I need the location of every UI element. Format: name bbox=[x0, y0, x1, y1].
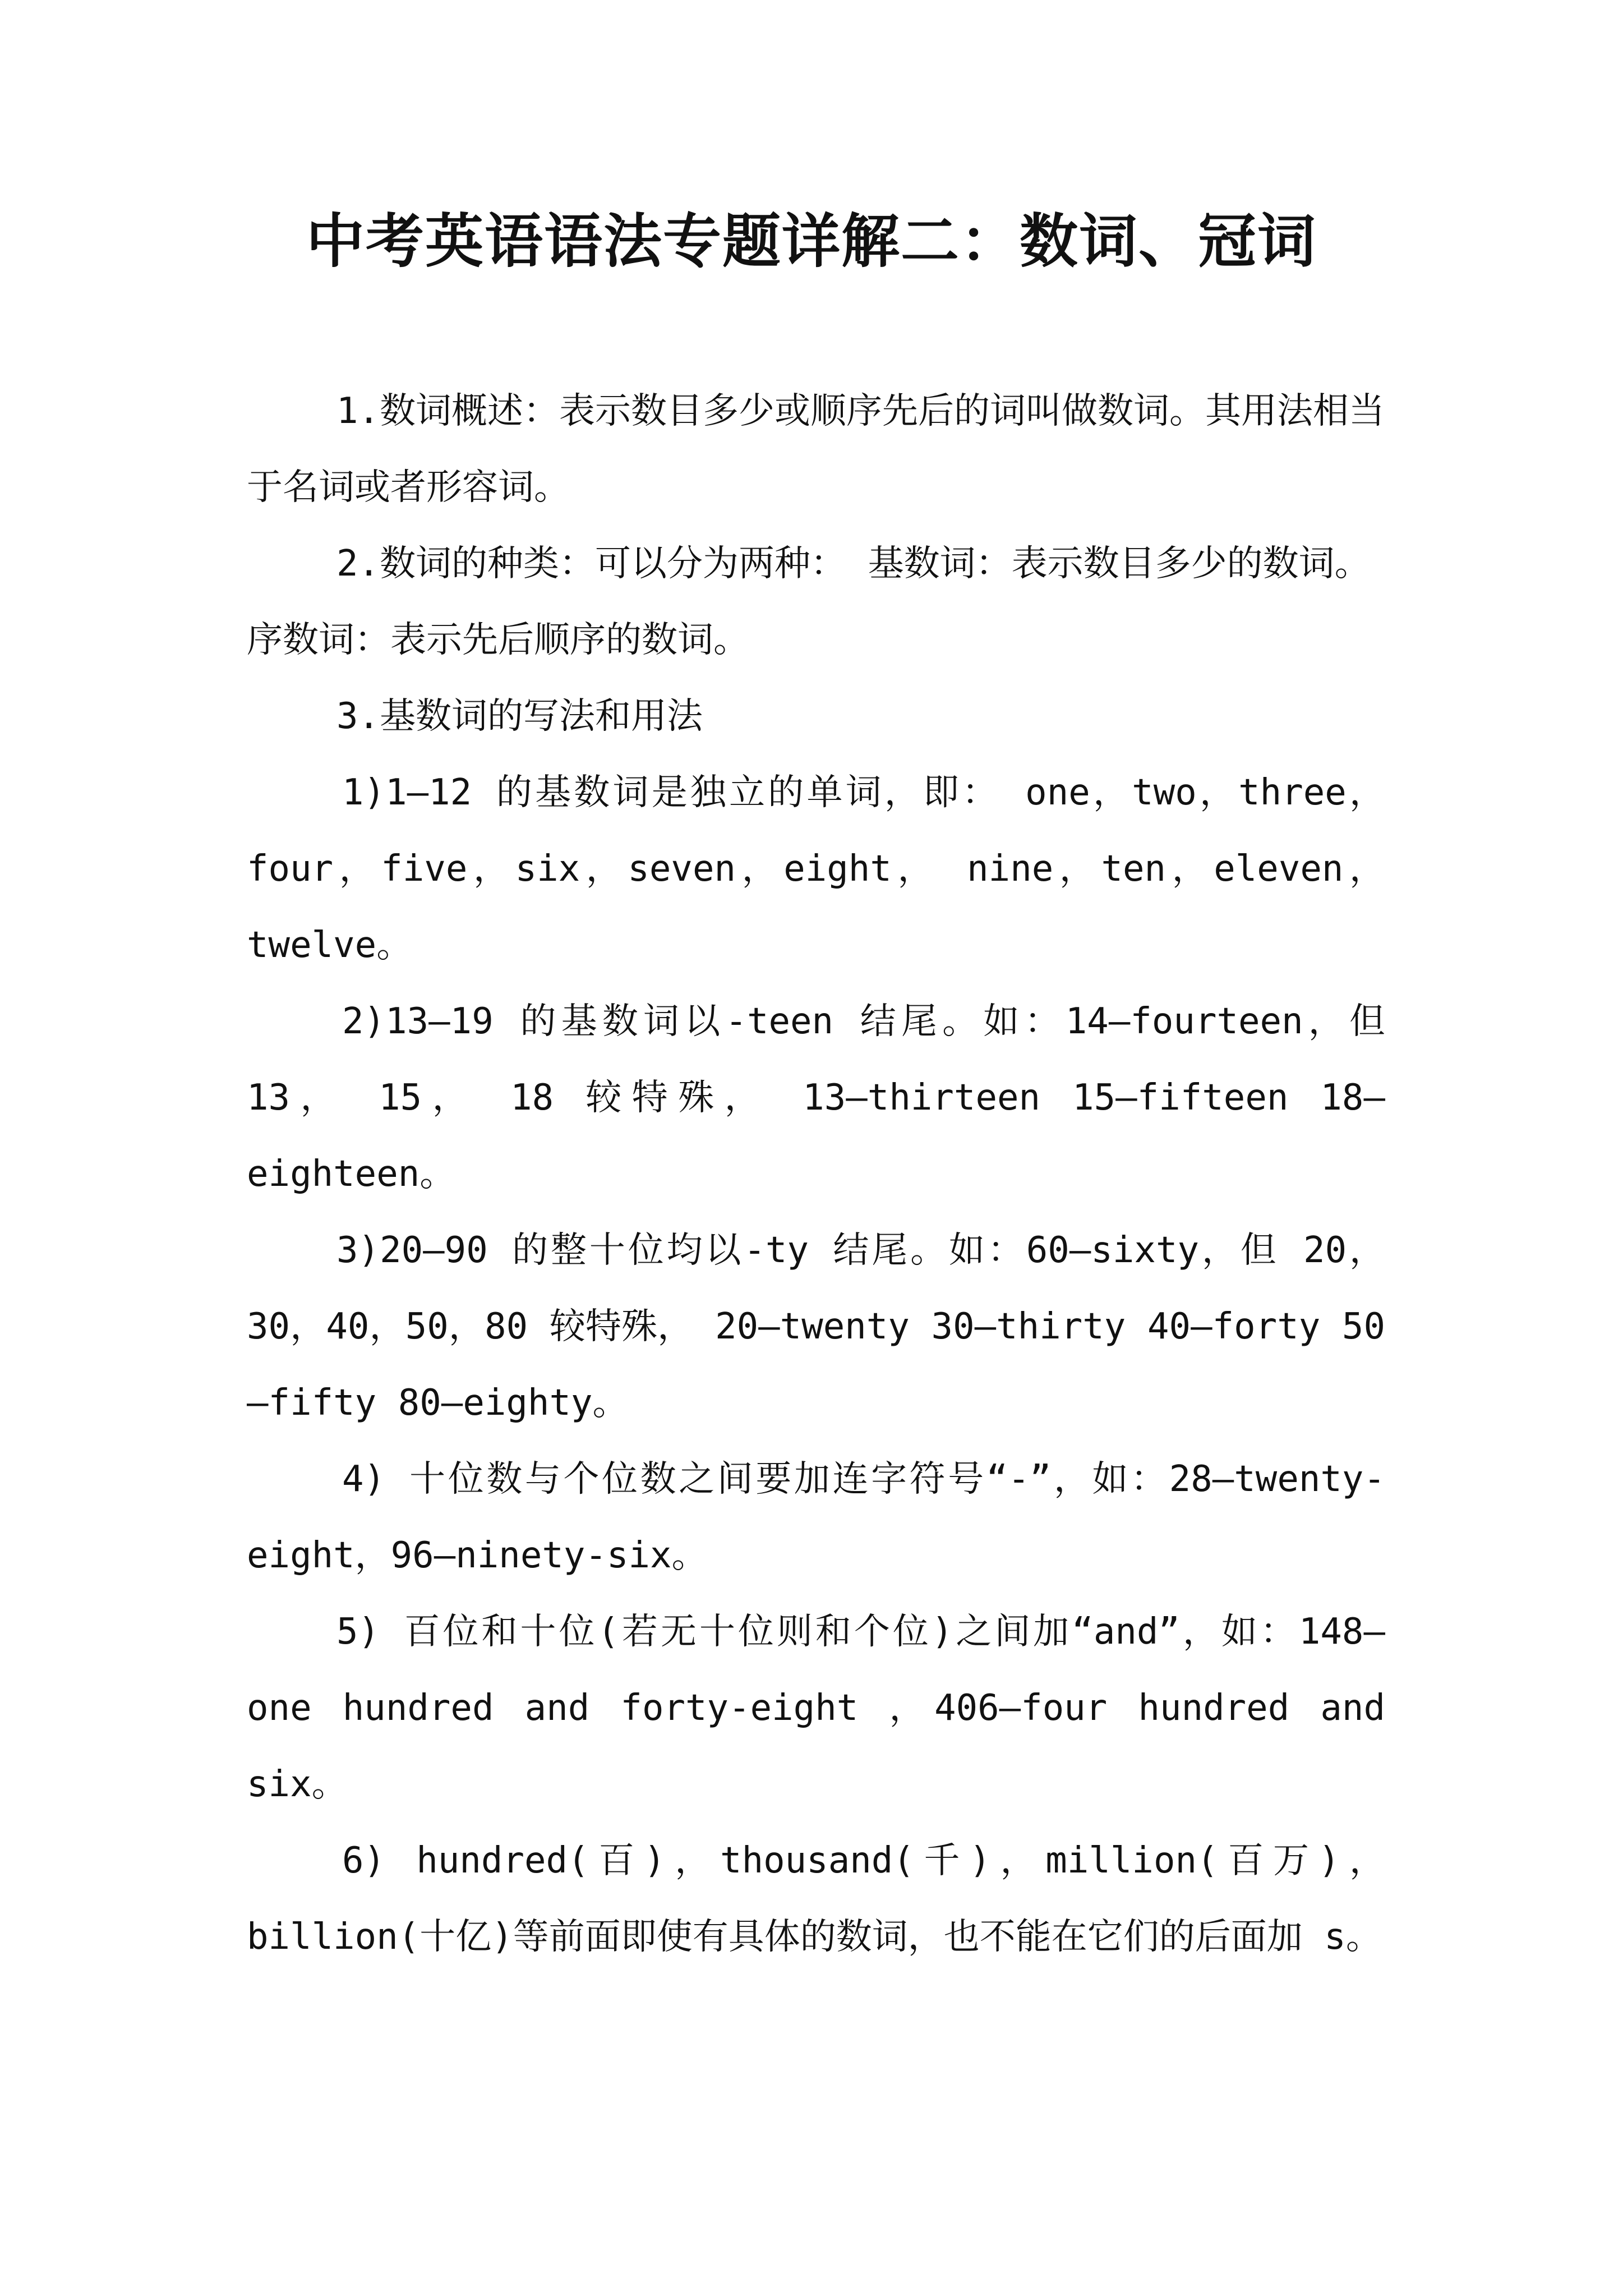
document-body bbox=[247, 373, 1385, 1975]
paragraph-rule-4: 4) 十位数与个位数之间要加连字符号“-”，如：28—twenty-eight，96—ninety-six。 bbox=[247, 1458, 1385, 1576]
paragraph-rule-3: 3)20—90 的整十位均以-ty 结尾。如：60—sixty，但 20，30，40，50，80 较特殊， 20—twenty 30—thirty 40—forty 50—fifty 80—eighty。 bbox=[247, 1230, 1385, 1424]
paragraph-cardinal-heading: 3.基数词的写法和用法 bbox=[336, 696, 703, 737]
paragraph-numeral-types: 2.数词的种类：可以分为两种： 基数词：表示数目多少的数词。序数词：表示先后顺序的数词。 bbox=[247, 543, 1371, 661]
paragraph-rule-5: 5) 百位和十位(若无十位则和个位)之间加“and”，如：148—one hundred and forty-eight ，406—four hundred and six。 bbox=[247, 1611, 1385, 1805]
paragraph-rule-6: 6) hundred(百)，thousand(千)，million(百万)，billion(十亿)等前面即使有具体的数词，也不能在它们的后面加 s。 bbox=[247, 1840, 1385, 1958]
paragraph-rule-2: 2)13—19 的基数词以-teen 结尾。如：14—fourteen，但 13， 15， 18 较特殊， 13—thirteen 15—fifteen 18—eighteen。 bbox=[247, 1001, 1385, 1195]
document-title: 中考英语语法专题详解二：数词、冠词 bbox=[306, 206, 1317, 275]
paragraph-rule-1: 1)1—12 的基数词是独立的单词，即： one，two，three，four，five，six，seven，eight， nine，ten，eleven，twelve。 bbox=[247, 772, 1385, 966]
paragraph-numeral-overview: 1.数词概述：表示数目多少或顺序先后的词叫做数词。其用法相当于名词或者形容词。 bbox=[247, 390, 1385, 508]
